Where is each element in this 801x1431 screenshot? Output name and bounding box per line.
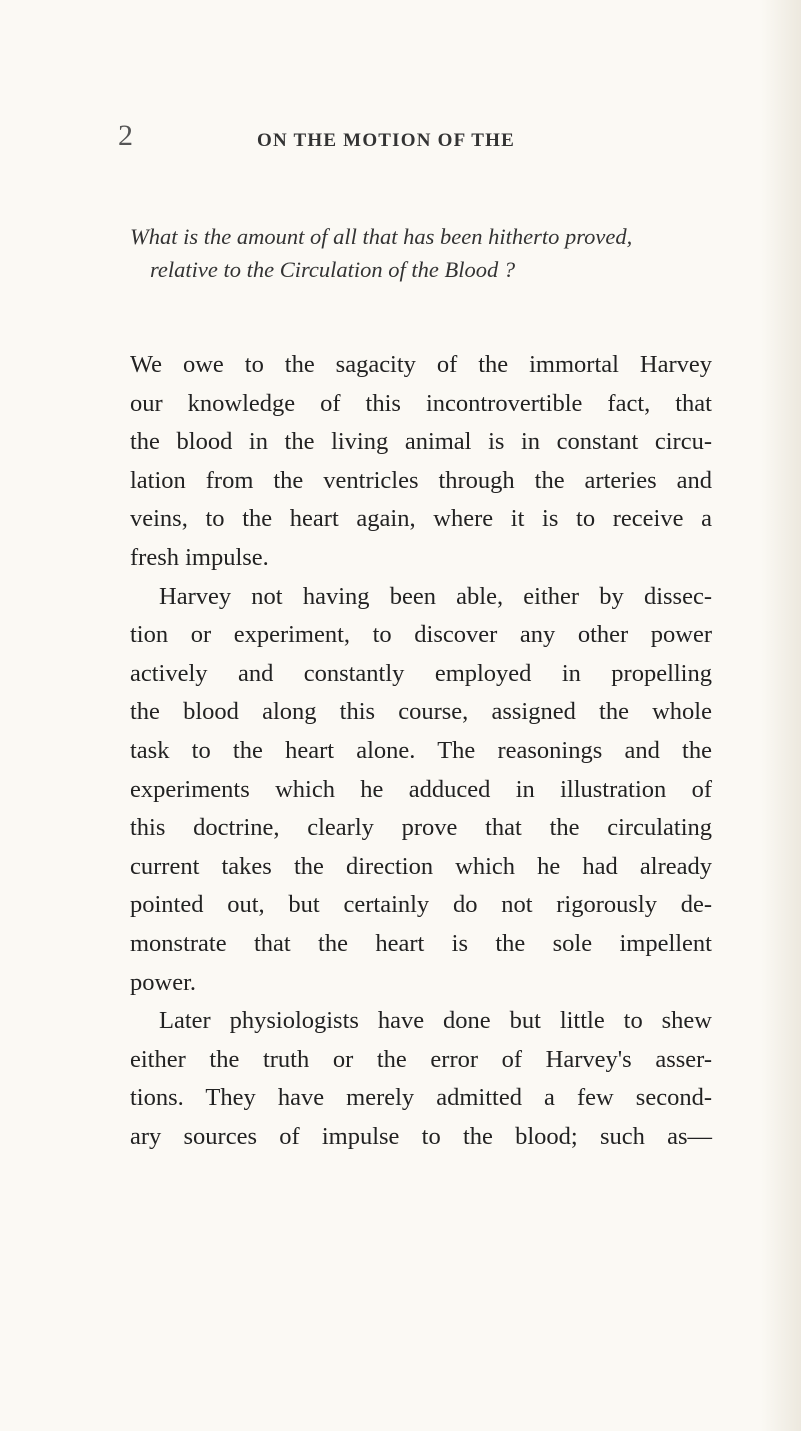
text-line: veins, to the heart again, where it is to receive a [130,505,712,533]
text-line: fresh impulse. [130,543,269,571]
text-line: monstrate that the heart is the sole impellent [130,929,712,957]
text-line: our knowledge of this incontrovertible fact, that [130,389,712,417]
text-line: experiments which he adduced in illustration of [130,775,712,803]
text-line: Later physiologists have done but little to shew [159,1007,712,1035]
section-heading-line: relative to the Circulation of the Blood ? [150,257,516,282]
text-line: task to the heart alone. The reasonings and the [130,736,712,764]
text-line: current takes the direction which he had already [130,852,712,880]
text-line: the blood along this course, assigned the whole [130,698,712,726]
body-text [130,346,712,1156]
text-line: ary sources of impulse to the blood; such as— [130,1122,712,1150]
section-heading [130,220,720,286]
page-number: 2 [118,119,133,152]
text-line: We owe to the sagacity of the immortal Harvey [130,351,712,378]
text-line: the blood in the living animal is in constant circu- [130,428,712,456]
text-line: power. [130,968,196,996]
text-line: either the truth or the error of Harvey's asser- [130,1045,712,1073]
text-line: actively and constantly employed in propelling [130,659,712,687]
text-line: tions. They have merely admitted a few second- [130,1084,712,1112]
text-line: lation from the ventricles through the arteries and [130,466,712,494]
running-head: ON THE MOTION OF THE [257,130,516,151]
text-line: pointed out, but certainly do not rigorously de- [130,891,712,919]
text-line: tion or experiment, to discover any other power [130,621,712,649]
text-line: Harvey not having been able, either by dissec- [159,582,712,610]
text-line: this doctrine, clearly prove that the circulating [130,814,712,842]
page-edge-shading [761,0,801,1431]
section-heading-line: What is the amount of all that has been hitherto proved, [130,224,633,249]
